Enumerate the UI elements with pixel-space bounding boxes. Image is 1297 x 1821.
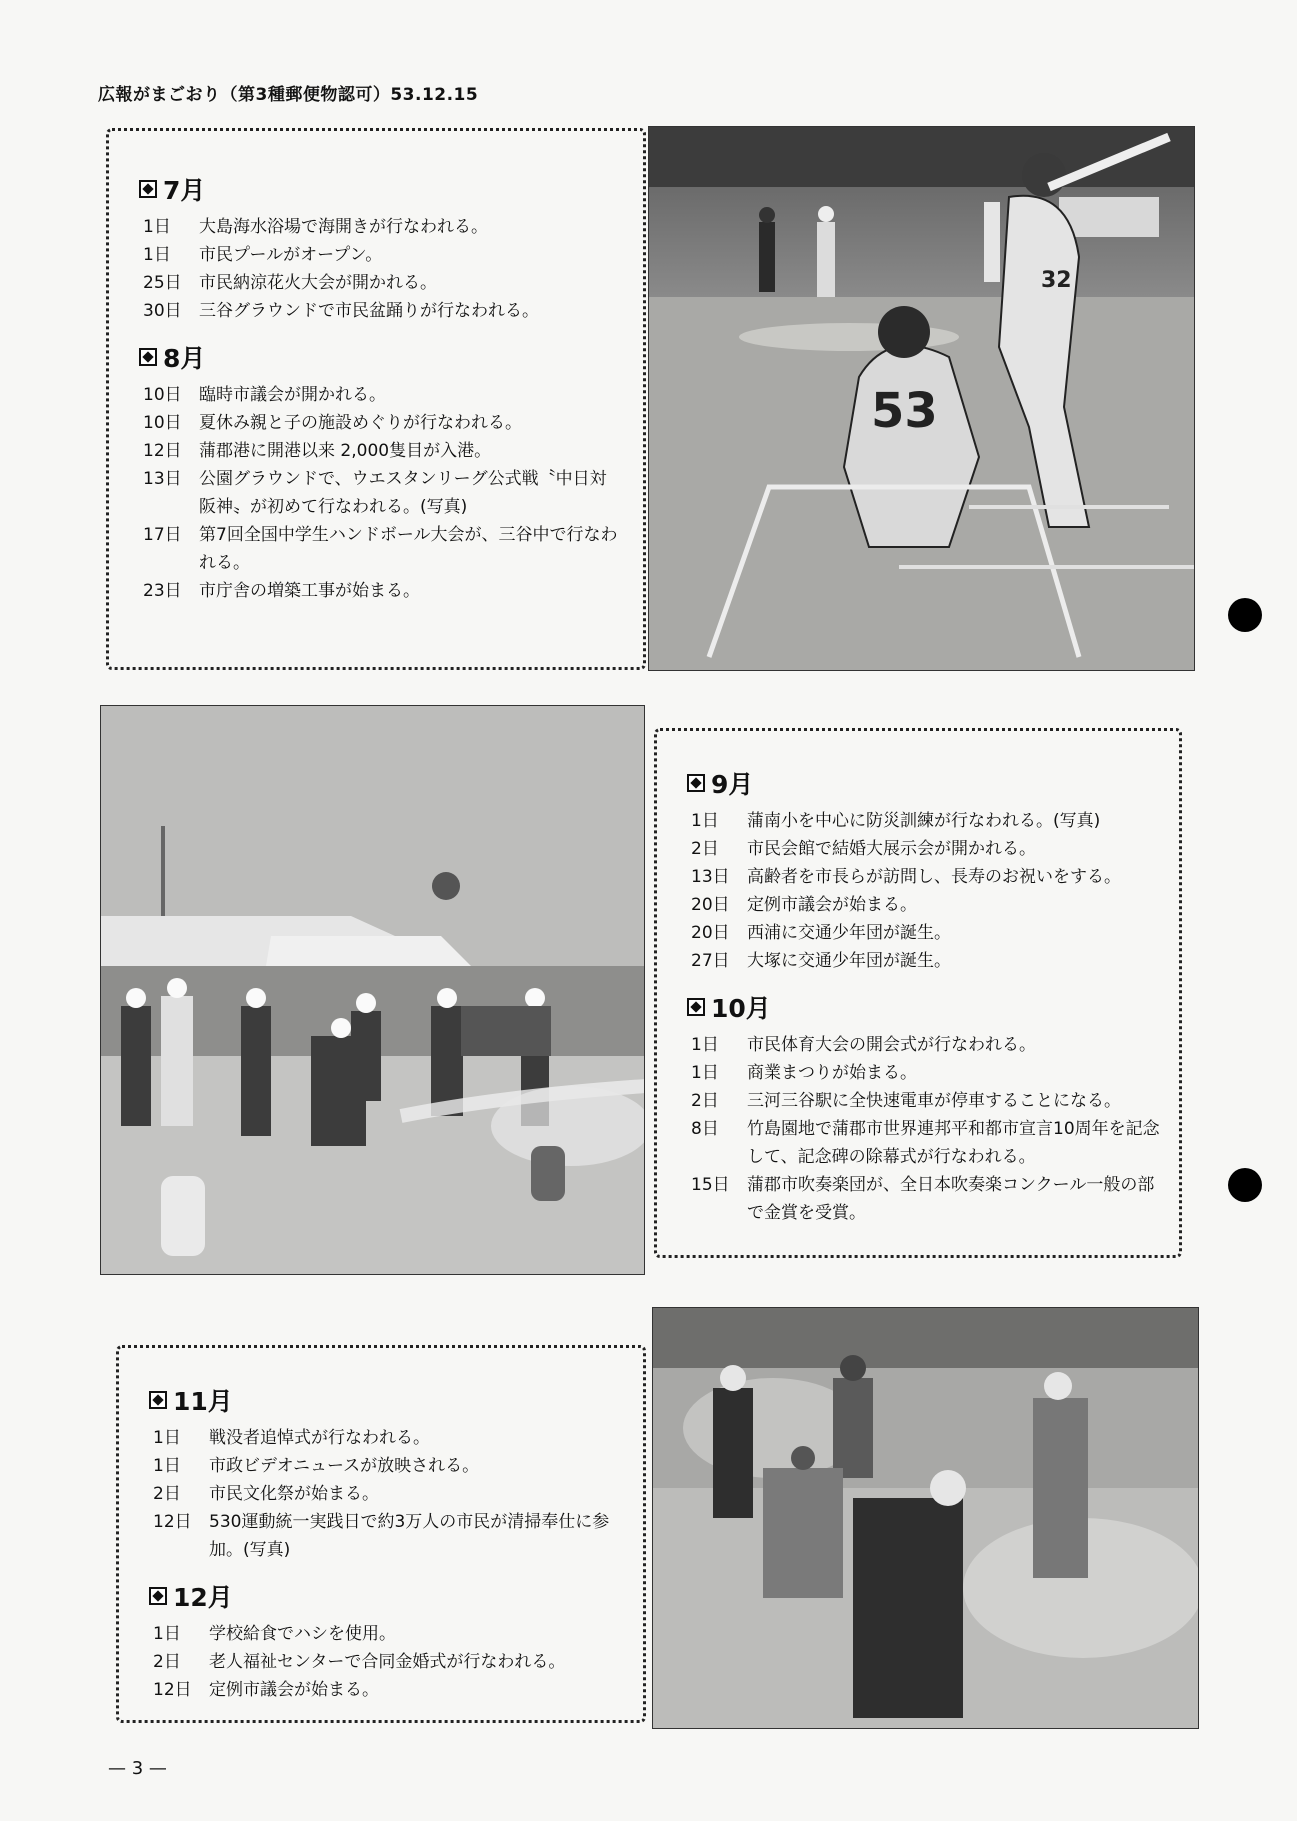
list-item: 2日 三河三谷駅に全快速電車が停車することになる。 bbox=[691, 1091, 1121, 1111]
list-item: 2日 市民文化祭が始まる。 bbox=[153, 1484, 379, 1504]
baseball-photo-image bbox=[649, 127, 1195, 671]
list-item: 27日 大塚に交通少年団が誕生。 bbox=[691, 951, 951, 971]
month-title: 8月 bbox=[163, 344, 206, 373]
list-item: 23日 市庁舎の増築工事が始まる。 bbox=[143, 581, 420, 601]
section-september bbox=[691, 765, 1163, 975]
section-october bbox=[691, 989, 1163, 1227]
page-number: — 3 — bbox=[108, 1758, 167, 1779]
list-item: 13日 公園グラウンドで、ウエスタンリーグ公式戦〝中日対阪神〟が初めて行なわれる。(写真) bbox=[143, 469, 607, 517]
page-header: 広報がまごおり（第3種郵便物認可）53.12.15 bbox=[98, 85, 479, 105]
section-november bbox=[153, 1382, 627, 1564]
list-item: 1日 市民プールがオープン。 bbox=[143, 245, 383, 265]
list-item: 1日 蒲南小を中心に防災訓練が行なわれる。(写真) bbox=[691, 811, 1101, 831]
event-box-sep-oct bbox=[654, 728, 1182, 1258]
list-item: 20日 定例市議会が始まる。 bbox=[691, 895, 917, 915]
month-marker-icon bbox=[149, 1391, 167, 1409]
list-item: 12日 蒲郡港に開港以来 2,000隻目が入港。 bbox=[143, 441, 492, 461]
list-item: 17日 第7回全国中学生ハンドボール大会が、三谷中で行なわれる。 bbox=[143, 525, 618, 573]
list-item: 1日 市政ビデオニュースが放映される。 bbox=[153, 1456, 480, 1476]
month-title: 10月 bbox=[711, 994, 771, 1023]
list-item: 10日 臨時市議会が開かれる。 bbox=[143, 385, 386, 405]
list-item: 30日 三谷グラウンドで市民盆踊りが行なわれる。 bbox=[143, 301, 539, 321]
list-item: 13日 高齢者を市長らが訪問し、長寿のお祝いをする。 bbox=[691, 867, 1121, 887]
list-item: 2日 老人福祉センターで合同金婚式が行なわれる。 bbox=[153, 1652, 566, 1672]
binding-hole-top bbox=[1228, 598, 1262, 632]
list-item: 1日 戦没者追悼式が行なわれる。 bbox=[153, 1428, 430, 1448]
fire-drill-photo-image bbox=[101, 706, 645, 1275]
month-marker-icon bbox=[139, 348, 157, 366]
list-item: 12日 定例市議会が始まる。 bbox=[153, 1680, 379, 1700]
list-item: 1日 学校給食でハシを使用。 bbox=[153, 1624, 396, 1644]
event-box-nov-dec bbox=[116, 1345, 646, 1723]
section-august bbox=[143, 339, 623, 605]
list-item: 20日 西浦に交通少年団が誕生。 bbox=[691, 923, 951, 943]
month-marker-icon bbox=[139, 180, 157, 198]
section-july bbox=[143, 171, 623, 325]
event-box-jul-aug bbox=[106, 128, 646, 670]
list-item: 15日 蒲郡市吹奏楽団が、全日本吹奏楽コンクール一般の部で金賞を受賞。 bbox=[691, 1175, 1155, 1223]
cleanup-photo-image bbox=[653, 1308, 1199, 1729]
month-marker-icon bbox=[687, 998, 705, 1016]
list-item: 1日 商業まつりが始まる。 bbox=[691, 1063, 917, 1083]
month-title: 12月 bbox=[173, 1583, 233, 1612]
fire-drill-photo bbox=[100, 705, 645, 1275]
baseball-photo bbox=[648, 126, 1195, 671]
month-marker-icon bbox=[149, 1587, 167, 1605]
list-item: 1日 大島海水浴場で海開きが行なわれる。 bbox=[143, 217, 488, 237]
month-marker-icon bbox=[687, 774, 705, 792]
batter-number: 32 bbox=[1041, 268, 1072, 293]
list-item: 25日 市民納涼花火大会が開かれる。 bbox=[143, 273, 437, 293]
list-item: 8日 竹島園地で蒲郡市世界連邦平和都市宣言10周年を記念して、記念碑の除幕式が行なわれる。 bbox=[691, 1119, 1160, 1167]
cleanup-photo bbox=[652, 1307, 1199, 1729]
list-item: 10日 夏休み親と子の施設めぐりが行なわれる。 bbox=[143, 413, 522, 433]
catcher-number: 53 bbox=[871, 383, 938, 439]
month-title: 11月 bbox=[173, 1387, 233, 1416]
list-item: 1日 市民体育大会の開会式が行なわれる。 bbox=[691, 1035, 1036, 1055]
month-title: 9月 bbox=[711, 770, 754, 799]
list-item: 12日 530運動統一実践日で約3万人の市民が清掃奉仕に参加。(写真) bbox=[153, 1512, 610, 1560]
binding-hole-bottom bbox=[1228, 1168, 1262, 1202]
section-december bbox=[153, 1578, 627, 1704]
list-item: 2日 市民会館で結婚大展示会が開かれる。 bbox=[691, 839, 1036, 859]
month-title: 7月 bbox=[163, 176, 206, 205]
